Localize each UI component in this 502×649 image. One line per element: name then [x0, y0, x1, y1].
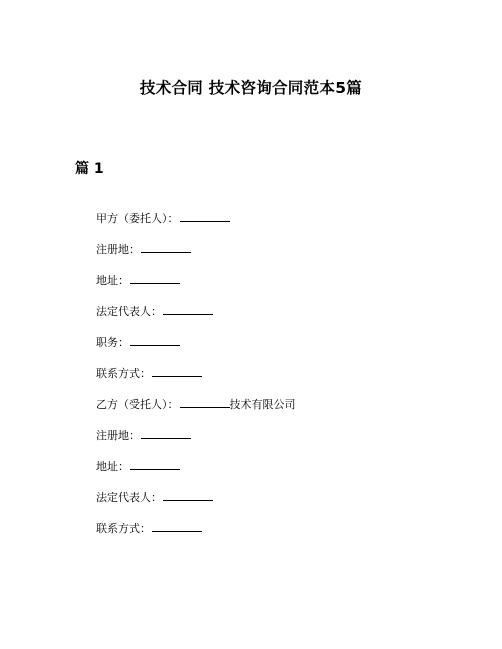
fill-in-blank: [163, 488, 213, 501]
fill-in-blank: [180, 209, 230, 222]
fill-in-blank: [141, 426, 191, 439]
fill-in-blank: [152, 519, 202, 532]
field-label: 甲方（委托人）：: [96, 212, 179, 225]
field-label: 地址：: [96, 460, 129, 473]
field-party-a-registered-address: [96, 240, 296, 271]
field-suffix: 技术有限公司: [229, 398, 296, 411]
field-label: 联系方式：: [96, 522, 151, 535]
fill-in-blank: [130, 271, 180, 284]
field-label: 地址：: [96, 274, 129, 287]
field-label: 乙方（受托人）：: [96, 398, 179, 411]
fill-in-blank: [141, 240, 191, 253]
fill-in-blank: [130, 457, 180, 470]
field-party-b: [96, 395, 296, 426]
field-party-a: [96, 209, 296, 240]
field-label: 注册地：: [96, 429, 140, 442]
fill-in-blank: [163, 302, 213, 315]
field-label: 法定代表人：: [96, 305, 162, 318]
field-party-a-legal-representative: [96, 302, 296, 333]
field-label: 联系方式：: [96, 367, 151, 380]
field-label: 注册地：: [96, 243, 140, 256]
field-label: 法定代表人：: [96, 491, 162, 504]
fill-in-blank: [180, 395, 230, 408]
field-party-a-contact: [96, 364, 296, 395]
field-party-a-position: [96, 333, 296, 364]
field-party-b-legal-representative: [96, 488, 296, 519]
fill-in-blank: [152, 364, 202, 377]
field-party-b-contact: [96, 519, 296, 550]
field-label: 职务：: [96, 336, 129, 349]
document-title: 技术合同 技术咨询合同范本5篇: [139, 79, 363, 97]
fill-in-blank: [130, 333, 180, 346]
party-fields-list: [96, 209, 296, 550]
section-heading: 篇 1: [75, 161, 104, 177]
field-party-a-address: [96, 271, 296, 302]
field-party-b-registered-address: [96, 426, 296, 457]
field-party-b-address: [96, 457, 296, 488]
